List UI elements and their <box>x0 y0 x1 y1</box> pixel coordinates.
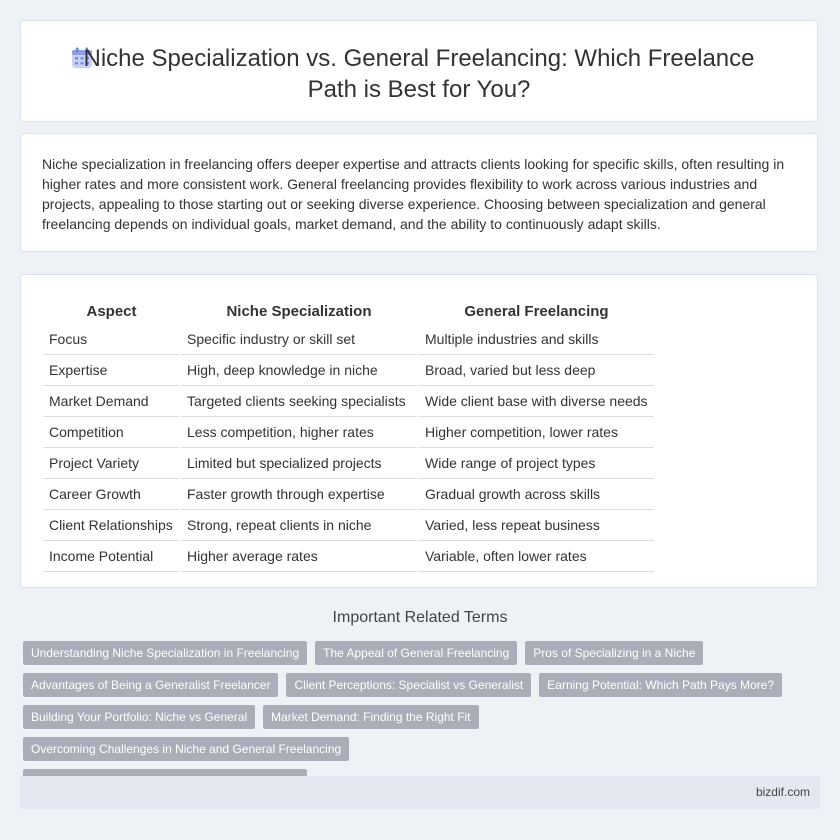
table-row <box>43 417 655 448</box>
table-cell: Higher average rates <box>180 541 418 572</box>
table-row <box>43 510 655 541</box>
column-header-general: General Freelancing <box>418 293 655 324</box>
table-row <box>43 324 655 355</box>
table-cell: Career Growth <box>43 479 180 510</box>
table-cell: Expertise <box>43 355 180 386</box>
table-cell: High, deep knowledge in niche <box>180 355 418 386</box>
related-term-link[interactable]: Earning Potential: Which Path Pays More? <box>539 673 782 697</box>
related-term-link[interactable]: Pros of Specializing in a Niche <box>525 641 703 665</box>
comparison-card <box>20 274 818 588</box>
related-term-link[interactable]: Client Perceptions: Specialist vs Generalist <box>286 673 531 697</box>
page-title: Niche Specialization vs. General Freelancing: Which Freelance Path is Best for You? <box>83 45 755 103</box>
related-term-link[interactable]: Market Demand: Finding the Right Fit <box>263 705 478 729</box>
intro-text: Niche specialization in freelancing offers deeper expertise and attracts clients looking for specific skills, often resulting in higher rates and more consistent work. General freelancing provides flexibility to work across various industries and projects, appealing to those starting out or seeking diverse experience. Choosing between specialization and general freelancing depends on individual goals, market demand, and the ability to continuously adapt skills. <box>42 156 785 232</box>
table-cell: Variable, often lower rates <box>418 541 655 572</box>
table-cell: Limited but specialized projects <box>180 448 418 479</box>
table-cell: Gradual growth across skills <box>418 479 655 510</box>
table-row <box>43 541 655 572</box>
table-row <box>43 355 655 386</box>
table-cell: Multiple industries and skills <box>418 324 655 355</box>
related-term-link[interactable]: Overcoming Challenges in Niche and General Freelancing <box>23 737 349 761</box>
table-cell: Wide range of project types <box>418 448 655 479</box>
table-header-row <box>43 293 655 324</box>
table-cell: Targeted clients seeking specialists <box>180 386 418 417</box>
table-cell: Specific industry or skill set <box>180 324 418 355</box>
related-terms-heading: Important Related Terms <box>332 609 508 626</box>
table-cell: Competition <box>43 417 180 448</box>
table-cell: Focus <box>43 324 180 355</box>
intro-card <box>20 133 818 252</box>
table-cell: Income Potential <box>43 541 180 572</box>
table-cell: Client Relationships <box>43 510 180 541</box>
column-header-niche: Niche Specialization <box>180 293 418 324</box>
table-cell: Project Variety <box>43 448 180 479</box>
table-cell: Faster growth through expertise <box>180 479 418 510</box>
related-term-link[interactable]: Advantages of Being a Generalist Freelancer <box>23 673 278 697</box>
table-cell: Wide client base with diverse needs <box>418 386 655 417</box>
header-card <box>20 20 818 122</box>
related-term-link[interactable]: Understanding Niche Specialization in Freelancing <box>23 641 307 665</box>
related-term-link[interactable]: Building Your Portfolio: Niche vs General <box>23 705 255 729</box>
table-cell: Strong, repeat clients in niche <box>180 510 418 541</box>
table-cell: Market Demand <box>43 386 180 417</box>
footer <box>20 776 820 809</box>
related-term-link[interactable]: The Appeal of General Freelancing <box>315 641 517 665</box>
table-row <box>43 386 655 417</box>
comparison-table <box>43 293 656 572</box>
table-row <box>43 479 655 510</box>
table-cell: Higher competition, lower rates <box>418 417 655 448</box>
column-header-aspect: Aspect <box>43 293 180 324</box>
table-cell: Less competition, higher rates <box>180 417 418 448</box>
table-row <box>43 448 655 479</box>
site-name[interactable]: bizdif.com <box>755 785 810 799</box>
table-cell: Broad, varied but less deep <box>418 355 655 386</box>
table-cell: Varied, less repeat business <box>418 510 655 541</box>
